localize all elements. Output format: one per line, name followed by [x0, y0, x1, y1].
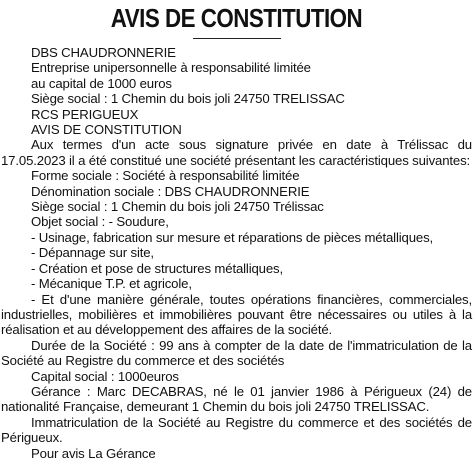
- objet-item: - Usinage, fabrication sur mesure et réparations de pièces métalliques,: [31, 229, 434, 245]
- objet-general: - Et d'une manière générale, toutes opérations financières, commerciales, industrielles, mobilières et immobilières pouvant être nécessaires ou utiles à la réalisation et au développement des affaires de la société.: [1, 291, 472, 338]
- forme-sociale: Forme sociale : Société à responsabilité limitée: [31, 168, 300, 184]
- immatriculation: Immatriculation de la Société au Registre du commerce et des sociétés de Périgueux.: [1, 414, 472, 446]
- capital-social: Capital social : 1000euros: [31, 368, 179, 384]
- objet-item: - Création et pose de structures métalliques,: [31, 260, 283, 276]
- objet-item: - Dépannage sur site,: [31, 245, 154, 261]
- duree-societe: Durée de la Société : 99 ans à compter de la date de l'immatriculation de la Société au Registre du commerce et des sociétés: [1, 337, 472, 369]
- signature: Pour avis La Gérance: [31, 445, 156, 461]
- notice-subtitle: AVIS DE CONSTITUTION: [31, 122, 182, 138]
- notice-title: AVIS DE CONSTITUTION: [110, 3, 363, 33]
- objet-item: - Mécanique T.P. et agricole,: [31, 276, 192, 292]
- siege-social: Siège social : 1 Chemin du bois joli 24750 Trélissac: [31, 199, 324, 215]
- company-address: Siège social : 1 Chemin du bois joli 24750 TRELISSAC: [31, 91, 345, 107]
- company-form: Entreprise unipersonnelle à responsabilité limitée: [31, 60, 311, 76]
- intro-paragraph: Aux termes d'un acte sous signature privée en date à Trélissac du 17.05.2023 il a été constitué une société présentant les caractéristiques suivantes:: [1, 137, 472, 168]
- company-capital: au capital de 1000 euros: [31, 75, 172, 91]
- objet-social: Objet social : - Soudure,: [31, 214, 169, 230]
- company-rcs: RCS PERIGUEUX: [31, 106, 139, 122]
- notice-body: [1, 45, 472, 461]
- gerance: Gérance : Marc DECABRAS, né le 01 janvier 1986 à Périgueux (24) de nationalité Française, demeurant 1 Chemin du bois joli 24750 TRELISSAC.: [1, 383, 472, 415]
- company-name: DBS CHAUDRONNERIE: [31, 45, 176, 60]
- denomination-sociale: Dénomination sociale : DBS CHAUDRONNERIE: [31, 183, 310, 199]
- title-underline: [193, 38, 281, 39]
